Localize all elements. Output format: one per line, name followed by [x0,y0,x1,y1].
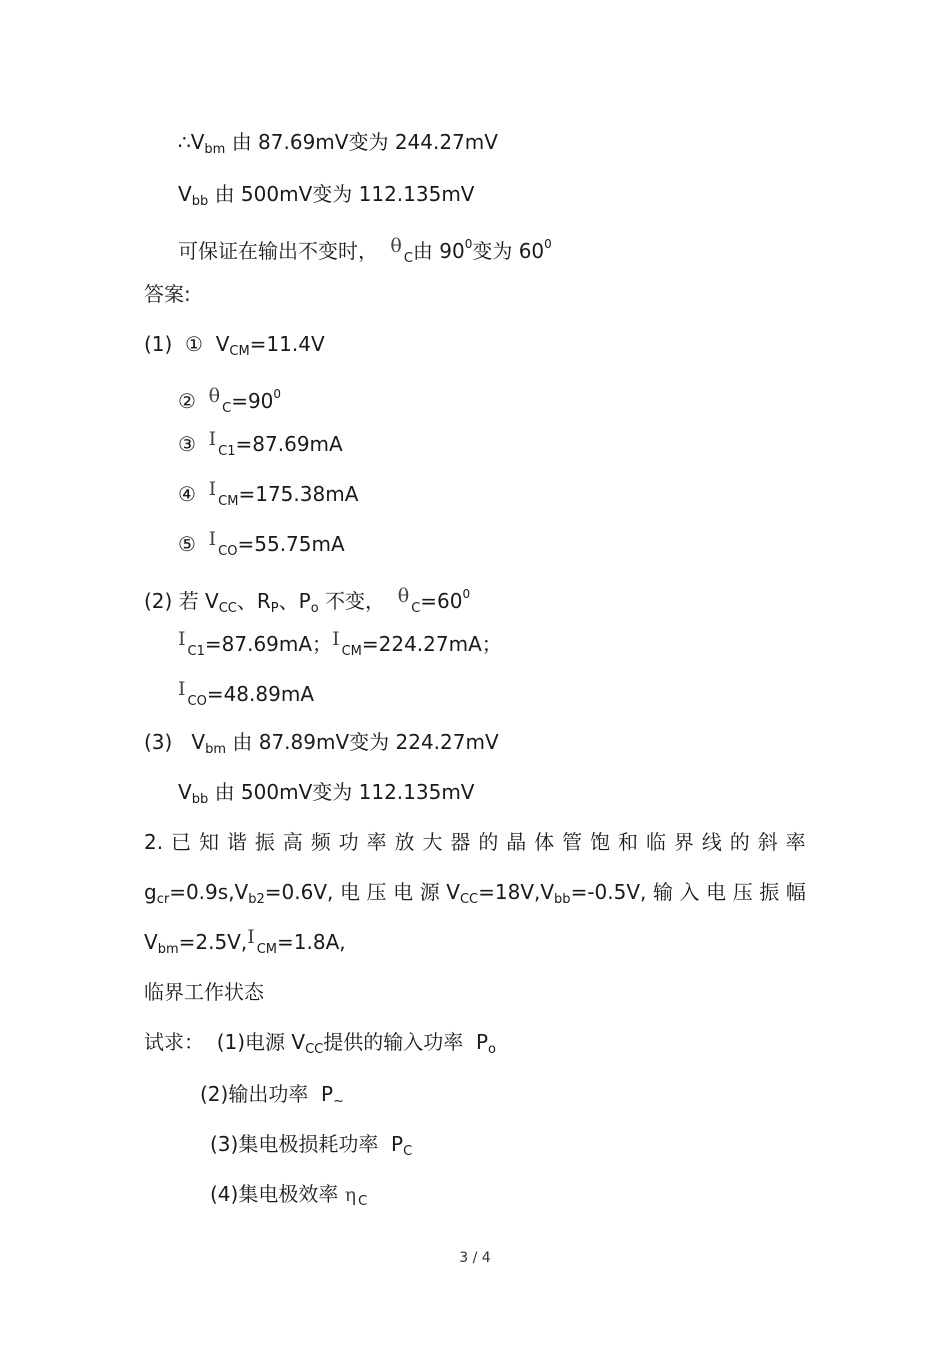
text: 由 87.89mV变为 224.27mV [232,730,499,754]
answer-2-3 [178,680,314,716]
answer-3-2 [178,778,474,814]
text: =60 [420,589,463,613]
answer-1-2 [178,380,281,423]
char: 管 [562,830,583,854]
text: (4)集电极效率 [210,1182,339,1206]
char: 频 [310,830,331,854]
char: 放 [394,830,415,854]
current-symbol: I [332,628,340,650]
char: 晶 [506,830,527,854]
text: (3) V [144,730,206,754]
question-2-row-1 [144,828,806,856]
subscript: o [310,601,319,616]
subscript: CO [187,694,207,709]
char: 斜 [757,830,778,854]
subscript: CC [218,601,237,616]
current-symbol: I [208,478,217,500]
subscript: CM [229,344,250,359]
text: =87.69mA； [204,632,333,656]
char: 振 [254,830,275,854]
current-symbol: I [247,926,255,948]
text: 压 [366,880,387,904]
superscript: 0 [273,387,282,401]
text: 由 500mV变为 112.135mV [214,780,475,804]
superscript: 0 [462,587,471,601]
text: (3)集电极损耗功率 P [210,1132,404,1156]
ask-2 [200,1080,344,1116]
text: (2) 若 V [144,589,219,613]
text: =11.4V [249,332,325,356]
text: 电 [706,880,727,904]
text: V [178,780,192,804]
superscript: 0 [544,237,552,251]
subscript: C [411,601,421,616]
subscript: bb [191,792,209,807]
eta-symbol: η [344,1184,357,1206]
char: 功 [338,830,359,854]
ask-3 [210,1130,412,1166]
answer-heading: 答案: [144,282,191,306]
subscript: o [488,1042,496,1057]
char: 谐 [226,830,247,854]
current-symbol: I [178,678,186,700]
subscript: bm [204,142,226,157]
text: 压 [732,880,753,904]
text: 输 [652,880,673,904]
text: ② [178,389,209,413]
subscript: C1 [187,644,205,659]
subscript: C [403,251,413,266]
text: 振 [759,880,780,904]
subscript: CM [218,494,239,509]
answer-1-5 [178,530,345,566]
ask-1 [144,1028,496,1064]
text: 变为 60 [472,239,545,263]
text: =87.69mA [235,432,343,456]
current-symbol: I [208,428,217,450]
text: =175.38mA [238,482,359,506]
question-2 [144,828,806,856]
subscript: C [358,1194,368,1209]
subscript: ~ [333,1094,345,1109]
char: 高 [282,830,303,854]
subscript: bm [205,742,227,757]
text: 试求： (1)电源 V [144,1030,306,1054]
text: 、P [278,589,311,613]
subscript: C [222,401,232,416]
answer-1-1 [144,330,325,366]
text: 源 [419,880,440,904]
char: 体 [534,830,555,854]
page-number: 3 / 4 [459,1250,491,1266]
superscript: 0 [464,237,473,251]
subscript: C [403,1144,413,1159]
char: 知 [198,830,219,854]
text: =2.5V, [178,930,248,954]
text: 提供的输入功率 P [323,1030,489,1054]
text: ④ [178,482,209,506]
char: 器 [450,830,471,854]
text: $V_{CC}=18V,V_{bb}=-0.5V$, [446,880,647,907]
text: 由 87.69mV变为 244.27mV [231,130,498,154]
char: 线 [701,830,722,854]
text: 由 90 [412,239,465,263]
text: ⑤ [178,532,209,556]
char: 大 [422,830,443,854]
line-vbm-change [178,128,498,164]
line-theta-change [178,230,552,273]
subscript: bm [157,942,179,957]
answer-2-1 [144,580,470,623]
answer-2-2 [178,630,502,666]
current-symbol: I [178,628,186,650]
text: (2)输出功率 P [200,1082,334,1106]
char: 率 [785,830,806,854]
subscript: CC [305,1042,324,1057]
question-2-row-3 [144,928,346,964]
text: =1.8A, [277,930,346,954]
subscript: CO [218,544,238,559]
text: 不变， [318,589,398,613]
text: 幅 [785,880,806,904]
text: ③ [178,432,209,456]
char: 的 [729,830,750,854]
line-vbb-change [178,180,474,216]
char: 的 [478,830,499,854]
subscript: P [270,601,279,616]
answer-1-4 [178,480,358,516]
critical-state: 临界工作状态 [144,980,264,1004]
theta-symbol: θ [397,585,410,607]
answer-3-1 [144,728,499,764]
text: V [144,930,158,954]
subscript: bb [191,194,209,209]
subscript: CM [341,644,362,659]
text: =48.89mA [206,682,315,706]
text: V [178,182,192,206]
text: $g_{cr}=0.9s,V_{b2}=0.6V$, [144,880,334,907]
theta-symbol: θ [208,385,221,407]
text: 入 [679,880,700,904]
text: =90 [231,389,274,413]
current-symbol: I [208,528,217,550]
text: 、R [236,589,271,613]
text: ∴V [178,130,205,154]
char: 临 [645,830,666,854]
question-2-row-2 [144,878,806,914]
text: 电 [393,880,414,904]
subscript: C1 [218,444,236,459]
char: 已 [171,830,192,854]
text: 电 [339,880,360,904]
subscript: CM [256,942,278,957]
answer-1-3 [178,430,343,466]
text: =55.75mA [237,532,345,556]
char: 和 [618,830,639,854]
text: 可保证在输出不变时， [178,239,378,263]
text: =224.27mA； [361,632,502,656]
char: 2. [144,830,164,854]
ask-4 [210,1180,367,1216]
text: (1) ① V [144,332,230,356]
theta-symbol: θ [390,235,402,257]
char: 界 [673,830,694,854]
text: 由 500mV变为 112.135mV [214,182,475,206]
char: 率 [366,830,387,854]
char: 饱 [590,830,611,854]
